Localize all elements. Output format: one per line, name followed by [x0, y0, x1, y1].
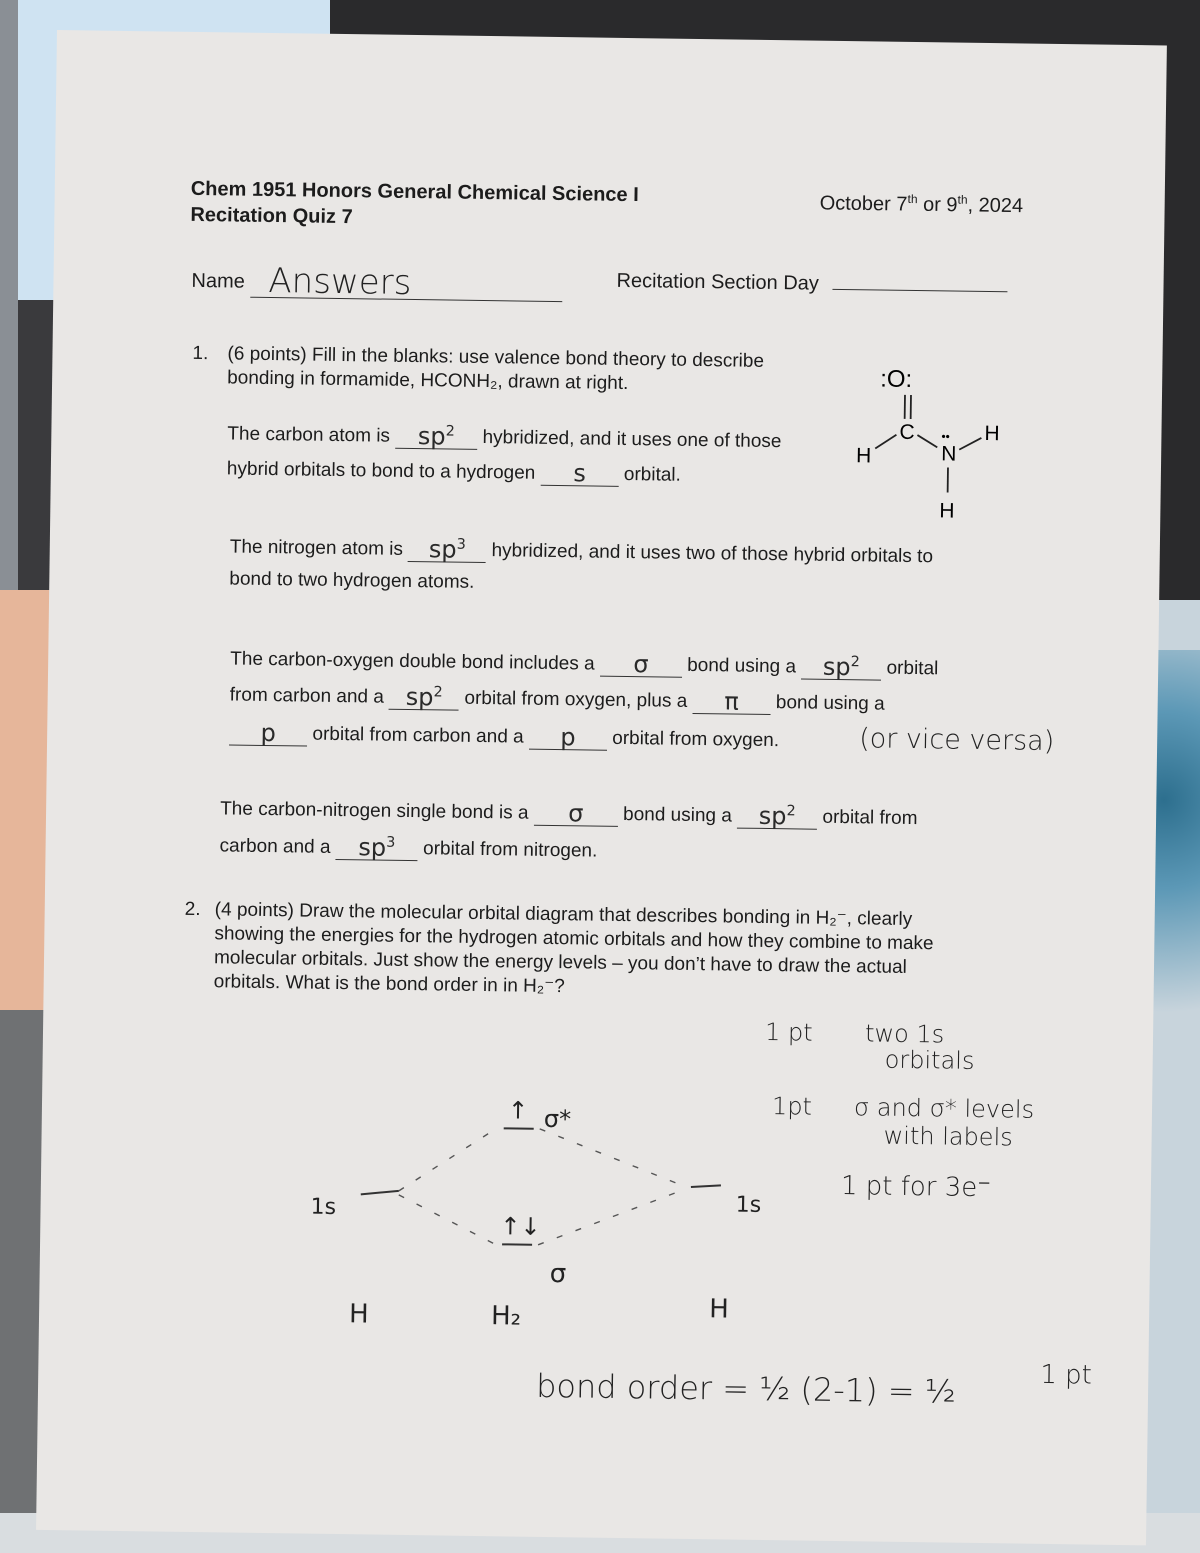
h-bottom: H: [939, 499, 955, 523]
section-blank: [832, 289, 1007, 292]
carbon-line2: hybrid orbitals to bond to a hydrogen s orbital.: [226, 458, 682, 488]
name-field: Name Answers: [191, 256, 562, 302]
q2-line2: showing the energies for the hydrogen atomic orbitals and how they combine to make: [214, 923, 934, 955]
q1-number: 1.: [192, 342, 209, 365]
grading-pt1-b: two 1s: [864, 1019, 945, 1049]
quiz-sheet: [36, 30, 1167, 1545]
name-blank: Answers: [250, 257, 563, 302]
quiz-date: October 7th or 9th, 2024: [819, 191, 1024, 218]
grading-pt4: 1 pt: [1040, 1359, 1093, 1391]
grading-pt1-c: orbitals: [884, 1045, 975, 1075]
nh-bond-right: [959, 438, 981, 450]
antibonding-label: σ*: [543, 1104, 572, 1134]
bonding-electrons: ↑↓: [500, 1212, 541, 1241]
cn-bond-blank: σ: [534, 797, 618, 827]
cn-line1: The carbon-nitrogen single bond is a σ bond using a $sp^2$ orbital from: [219, 798, 918, 831]
co-bond2-blank: π: [692, 685, 770, 715]
h-right: H: [984, 421, 1000, 446]
left-atom-label: H: [348, 1299, 369, 1330]
cn-bond: [917, 435, 937, 447]
grading-pt1-a: 1 pt: [764, 1017, 813, 1047]
nitrogen-line1: The nitrogen atom is $sp^3$ hybridized, and it uses two of those hybrid orbitals to: [230, 530, 934, 569]
course-title: Chem 1951 Honors General Chemical Science I: [190, 177, 639, 207]
q1-prompt-line2: bonding in formamide, HCONH₂, drawn at right.: [227, 367, 629, 395]
right-1s-label: 1s: [735, 1192, 762, 1218]
co-bond1-blank: σ: [600, 648, 682, 678]
q2-line4: orbitals. What is the bond order in in H₂⁻?: [213, 971, 565, 998]
right-1s-level: [691, 1185, 721, 1187]
left-1s-level: [361, 1190, 399, 1195]
q2-line1: (4 points) Draw the molecular orbital diagram that describes bonding in H₂⁻, clearly: [214, 899, 913, 931]
cn-orb2-blank: $sp^3$: [336, 831, 418, 861]
grading-pt2-b: σ and σ* levels: [853, 1093, 1035, 1124]
oxygen-atom: :O:: [880, 365, 913, 393]
carbon-hybrid-blank: $sp^2$: [395, 420, 477, 450]
cn-orb1-blank: $sp^2$: [737, 800, 817, 830]
mo-diagram: [279, 1043, 803, 1350]
co-line3: p orbital from carbon and a p orbital from oxygen.: [229, 716, 779, 753]
section-field: Recitation Section Day: [616, 270, 1007, 298]
ch-bond: [875, 434, 896, 448]
n-lone-pair: ••: [941, 429, 950, 444]
bonding-label: σ: [549, 1259, 567, 1290]
bond-order-answer: bond order = ½ (2-1) = ½: [535, 1366, 957, 1411]
co-orb4-blank: p: [529, 721, 607, 751]
nitrogen-atom: N: [941, 442, 957, 466]
correlation-lines: [398, 1127, 687, 1247]
molecule-label: H₂: [490, 1301, 522, 1332]
nitrogen-line2: bond to two hydrogen atoms.: [229, 568, 475, 593]
co-orb2-blank: $sp^2$: [389, 681, 459, 711]
left-1s-label: 1s: [310, 1194, 337, 1221]
right-atom-label: H: [708, 1294, 729, 1325]
carbon-atom: C: [899, 420, 915, 445]
co-line1: The carbon-oxygen double bond includes a σ bond using a $sp^2$ orbital: [230, 648, 939, 682]
formamide-structure: [840, 356, 1022, 533]
carbon-orbital-blank: s: [540, 457, 618, 487]
co-orb3-blank: p: [229, 716, 307, 746]
grading-pt3: 1 pt for 3e⁻: [840, 1171, 992, 1204]
cn-line2: carbon and a $sp^3$ orbital from nitrogen.: [219, 829, 597, 863]
carbon-line1: The carbon atom is $sp^2$ hybridized, and it uses one of those: [227, 417, 781, 454]
grading-pt2-a: 1pt: [771, 1092, 813, 1121]
grading-pt2-c: with labels: [883, 1121, 1013, 1152]
antibonding-electrons: ↑: [507, 1096, 529, 1125]
quiz-title: Recitation Quiz 7: [190, 203, 353, 229]
nitrogen-hybrid-blank: $sp^3$: [408, 533, 486, 563]
q2-number: 2.: [184, 898, 201, 921]
q1-prompt-line1: (6 points) Fill in the blanks: use valence bond theory to describe: [227, 343, 765, 372]
co-note: (or vice versa): [858, 723, 1055, 757]
co-line2: from carbon and a $sp^2$ orbital from oxygen, plus a π bond using a: [230, 678, 885, 716]
h-left: H: [855, 444, 872, 468]
co-orb1-blank: $sp^2$: [801, 650, 881, 680]
q2-line3: molecular orbitals. Just show the energy levels – you don’t have to draw the actual: [213, 947, 907, 978]
